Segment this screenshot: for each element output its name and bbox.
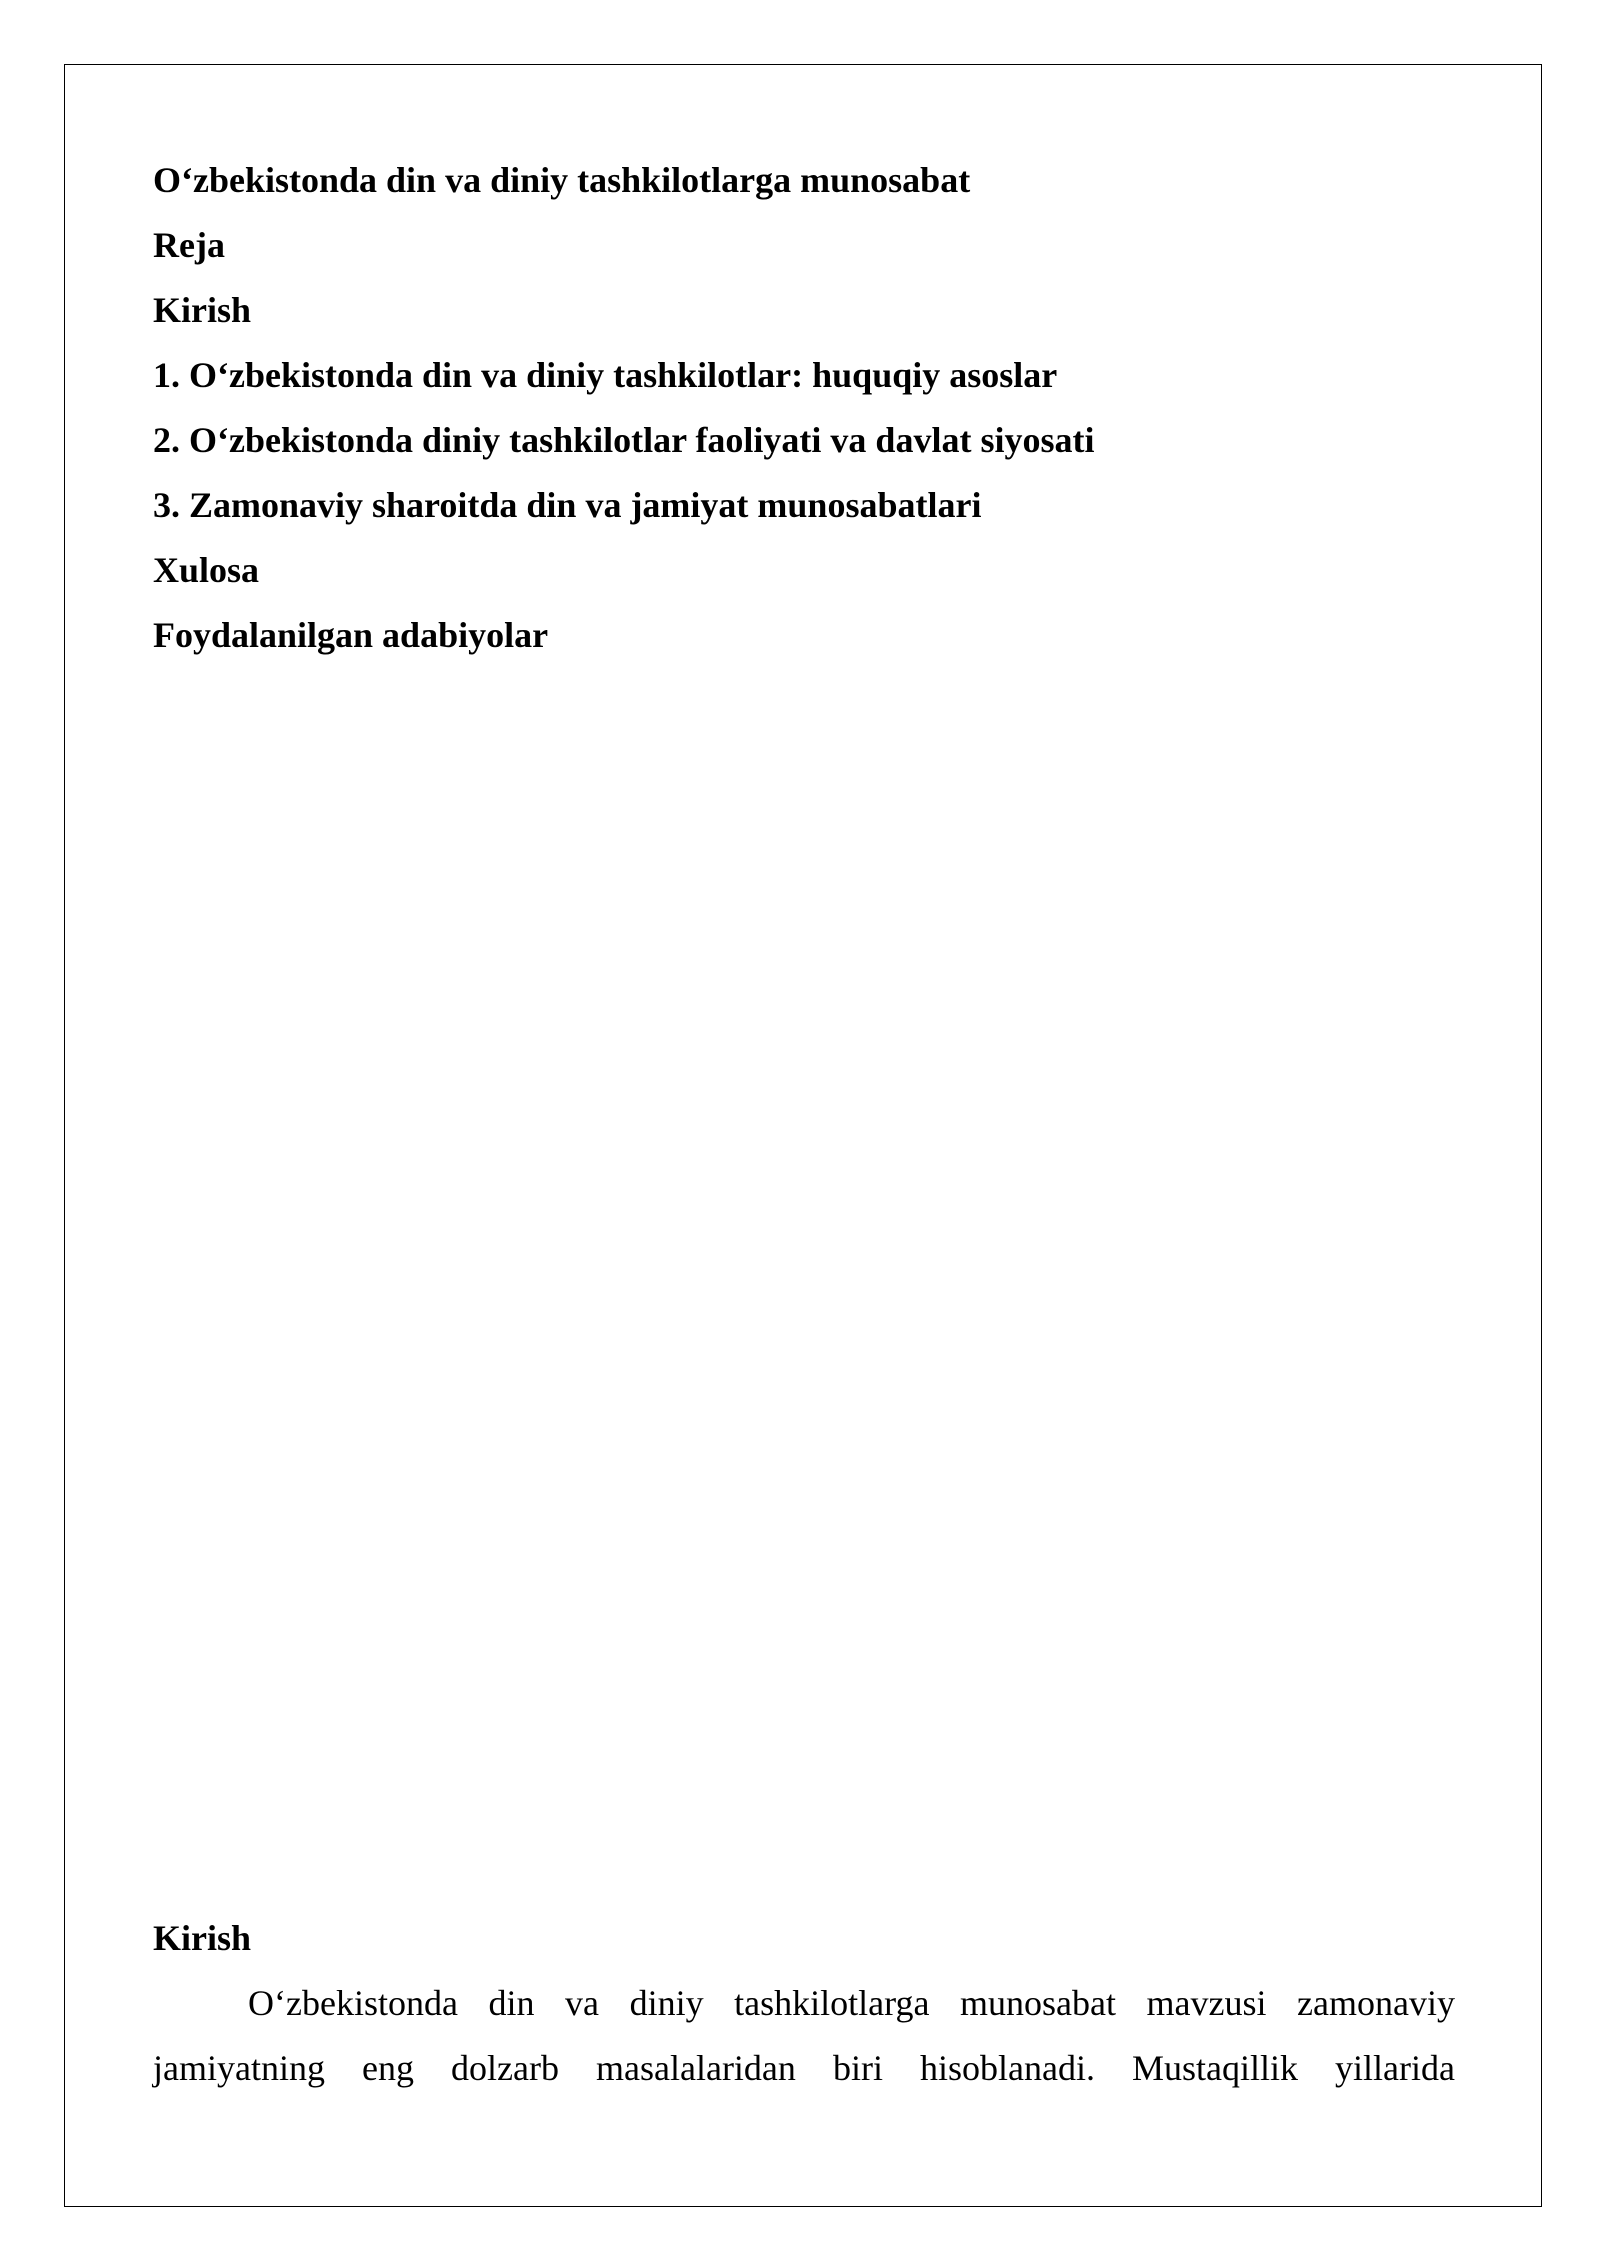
introduction-line — [153, 2036, 1455, 2101]
plan-section — [153, 148, 1455, 668]
document-title: O‘zbekistonda din va diniy tashkilotlarga munosabat — [153, 160, 971, 200]
introduction-line — [153, 1971, 1455, 2036]
plan-heading: Reja — [153, 225, 225, 265]
plan-item: 2. O‘zbekistonda diniy tashkilotlar faoliyati va davlat siyosati — [153, 420, 1095, 460]
introduction-line-text: jamiyatning eng dolzarb masalalaridan biri hisoblanadi. Mustaqillik yillarida — [153, 2048, 1455, 2088]
plan-item: Kirish — [153, 290, 252, 330]
introduction-heading: Kirish — [153, 1918, 252, 1958]
plan-item: 1. O‘zbekistonda din va diniy tashkilotlar: huquqiy asoslar — [153, 355, 1058, 395]
introduction-line-text: O‘zbekistonda din va diniy tashkilotlarga munosabat mavzusi zamonaviy — [248, 1983, 1455, 2023]
plan-item: 3. Zamonaviy sharoitda din va jamiyat munosabatlari — [153, 485, 982, 525]
introduction-section — [153, 1906, 1455, 2101]
plan-item: Xulosa — [153, 550, 260, 590]
plan-item: Foydalanilgan adabiyolar — [153, 615, 549, 655]
